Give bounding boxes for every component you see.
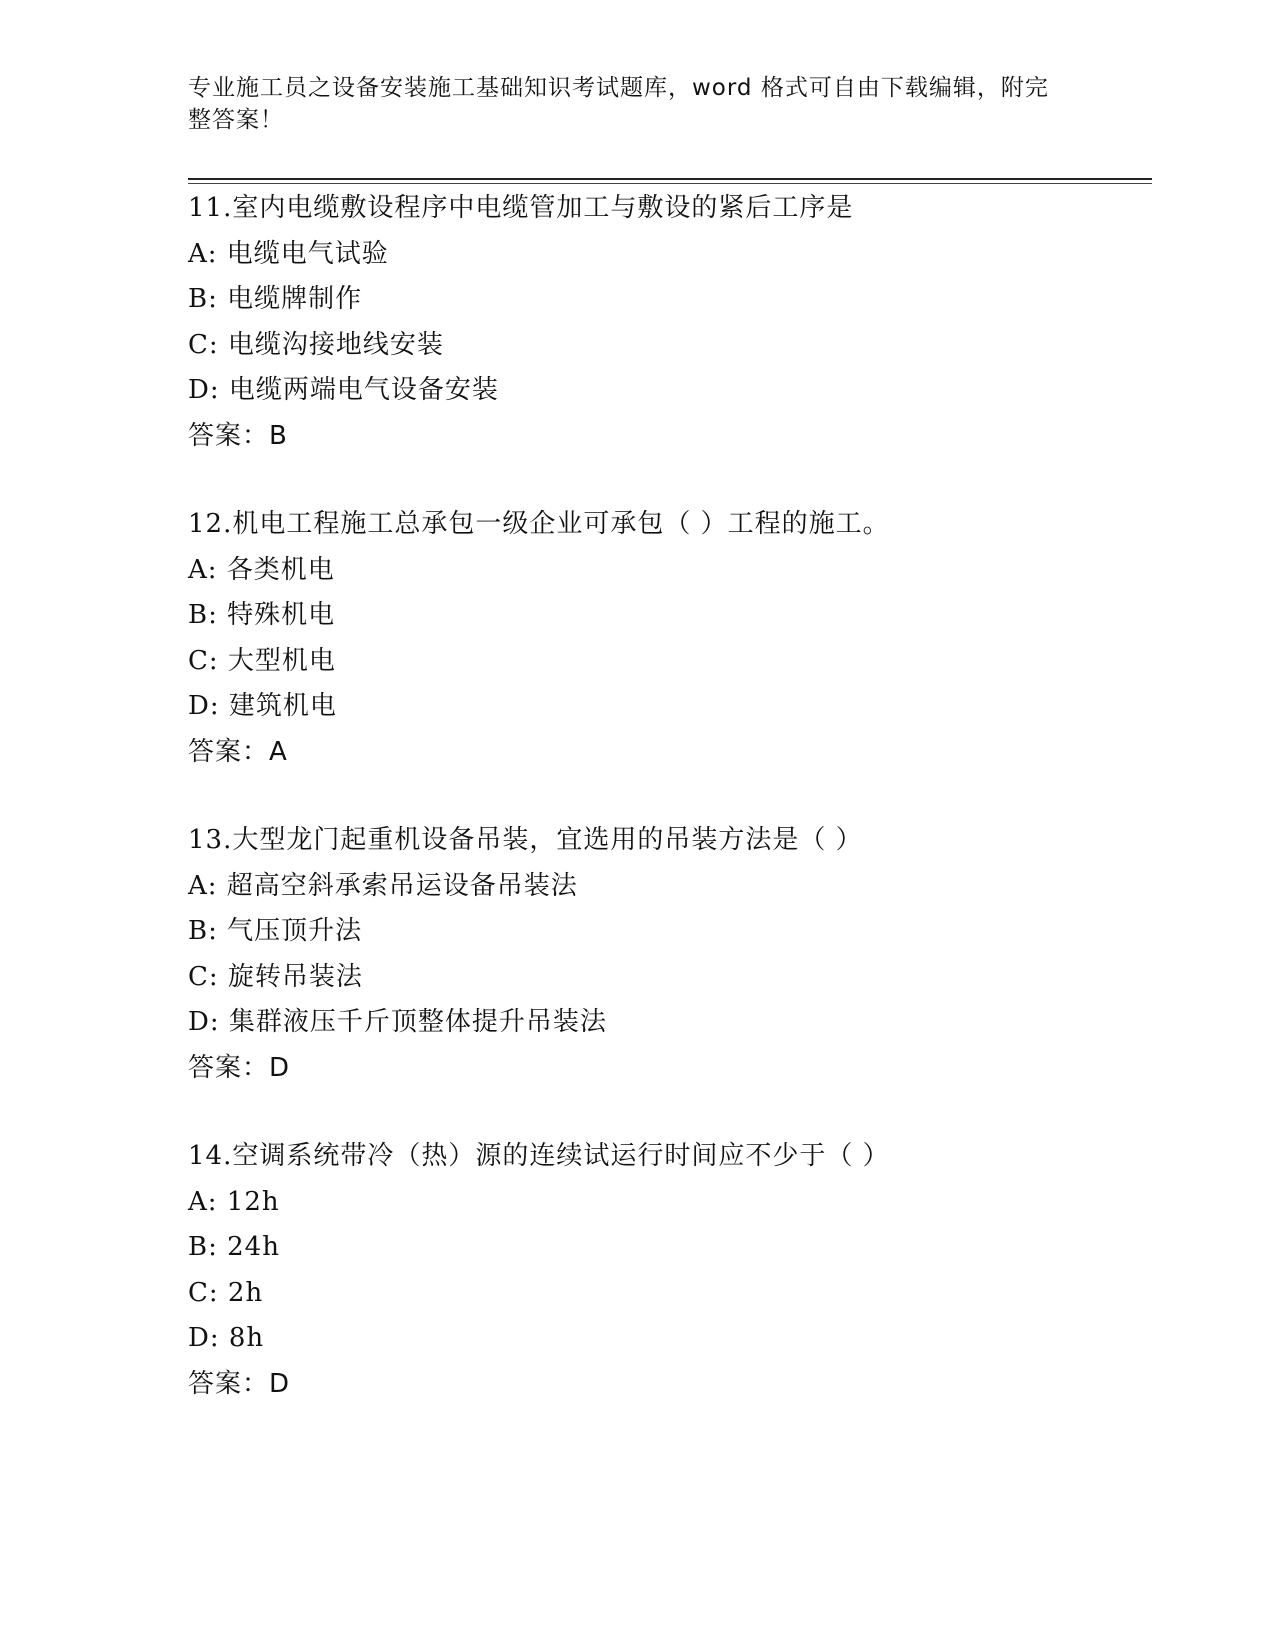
option-a: A: 各类机电 — [188, 554, 335, 585]
option-b: B: 24h — [188, 1232, 280, 1262]
option-d: D: 电缆两端电气设备安装 — [188, 375, 499, 405]
answer: 答案：A — [188, 736, 288, 767]
option-b: B: 特殊机电 — [188, 600, 336, 630]
option-c: C: 电缆沟接地线安装 — [188, 329, 444, 360]
option-b: B: 气压顶升法 — [188, 916, 363, 946]
question-14 — [188, 1134, 1148, 1407]
question-title: 12.机电工程施工总承包一级企业可承包（ ）工程的施工。 — [188, 509, 890, 539]
option-d: D: 建筑机电 — [188, 691, 337, 721]
question-title: 13.大型龙门起重机设备吊装，宜选用的吊装方法是（ ） — [188, 825, 863, 855]
question-title: 14.空调系统带冷（热）源的连续试运行时间应不少于（ ） — [188, 1141, 890, 1171]
option-d: D: 集群液压千斤顶整体提升吊装法 — [188, 1007, 607, 1037]
answer: 答案：D — [188, 1368, 291, 1399]
option-c: C: 2h — [188, 1277, 264, 1308]
option-a: A: 电缆电气试验 — [188, 238, 389, 269]
option-a: A: 超高空斜承索吊运设备吊装法 — [188, 870, 578, 901]
option-a: A: 12h — [188, 1186, 280, 1217]
document-header — [188, 72, 1068, 136]
option-b: B: 电缆牌制作 — [188, 284, 363, 314]
header-line-1: 专业施工员之设备安装施工基础知识考试题库，word 格式可自由下载编辑，附完 — [188, 75, 1049, 101]
answer: 答案：D — [188, 1052, 291, 1083]
header-divider-thick — [188, 178, 1152, 180]
answer: 答案：B — [188, 420, 288, 451]
header-divider-thin — [188, 183, 1152, 184]
option-c: C: 大型机电 — [188, 645, 336, 676]
question-12 — [188, 502, 1148, 775]
question-13 — [188, 818, 1148, 1091]
question-11 — [188, 186, 1148, 459]
option-d: D: 8h — [188, 1323, 265, 1353]
question-title: 11.室内电缆敷设程序中电缆管加工与敷设的紧后工序是 — [188, 193, 854, 223]
option-c: C: 旋转吊装法 — [188, 961, 363, 992]
header-line-2: 整答案！ — [188, 107, 284, 133]
